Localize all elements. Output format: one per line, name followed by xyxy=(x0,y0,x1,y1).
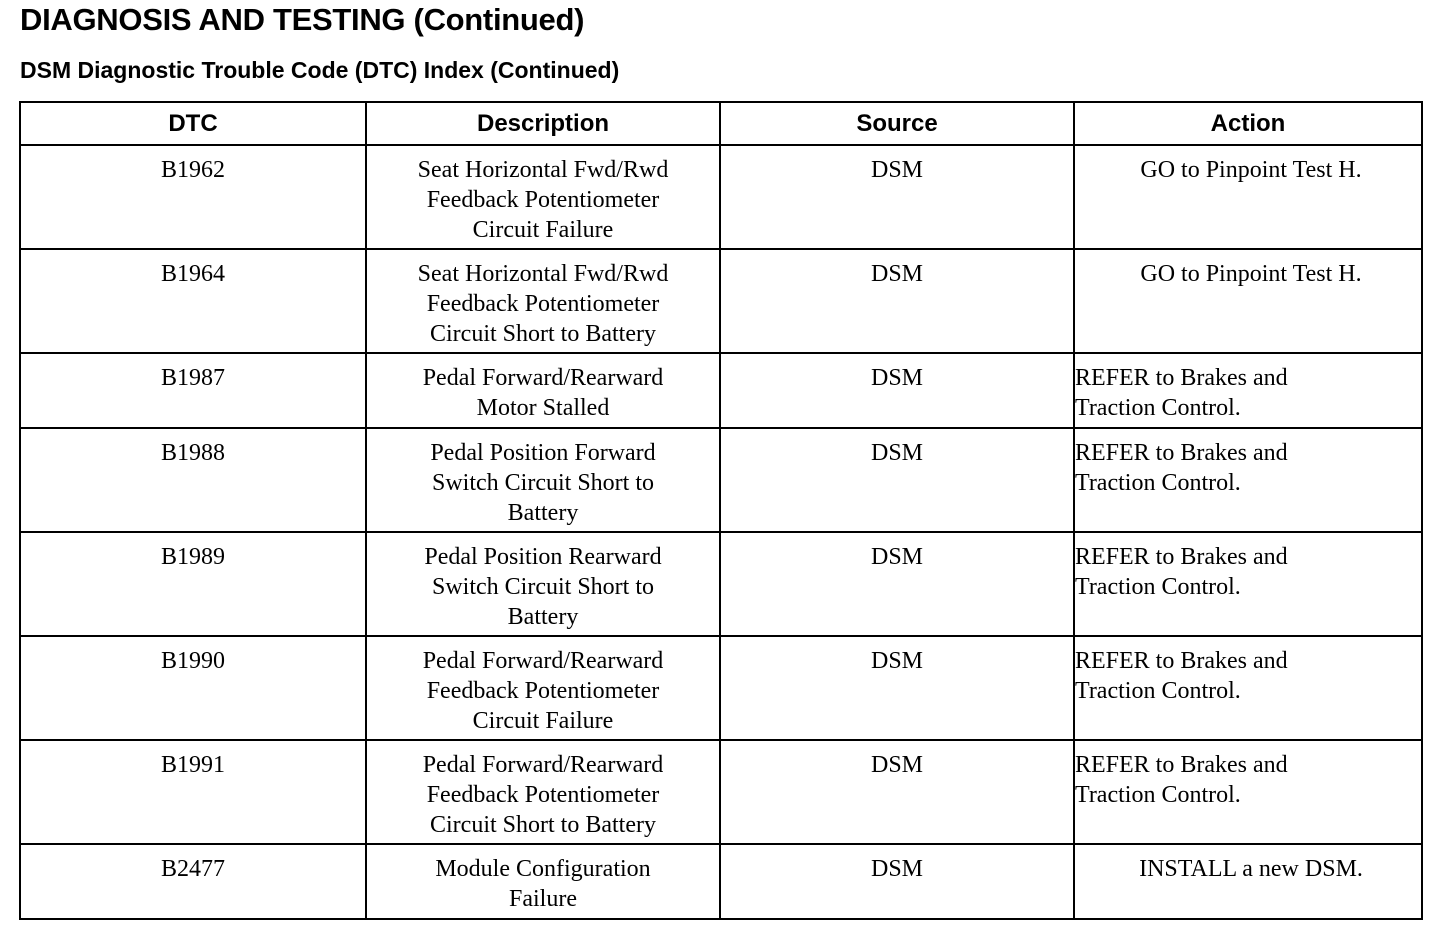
dtc-source: DSM xyxy=(720,353,1074,428)
action-line: REFER to Brakes and xyxy=(1075,648,1288,674)
description-line: Circuit Failure xyxy=(472,708,614,734)
action-line: REFER to Brakes and xyxy=(1075,365,1288,391)
dtc-description xyxy=(366,145,720,249)
table-row xyxy=(20,636,1422,740)
dtc-source: DSM xyxy=(720,428,1074,532)
dtc-code: B1988 xyxy=(20,428,366,532)
header-dtc: DTC xyxy=(20,102,366,145)
dtc-code: B1987 xyxy=(20,353,366,428)
dtc-action xyxy=(1074,740,1422,844)
dtc-source: DSM xyxy=(720,532,1074,636)
action-line: REFER to Brakes and xyxy=(1075,440,1288,466)
action-line: GO to Pinpoint Test H. xyxy=(1140,157,1362,183)
dtc-source: DSM xyxy=(720,636,1074,740)
description-line: Failure xyxy=(509,886,577,912)
dtc-source: DSM xyxy=(720,145,1074,249)
description-line: Circuit Failure xyxy=(472,217,614,243)
description-line: Circuit Short to Battery xyxy=(430,812,656,838)
table-row xyxy=(20,353,1422,428)
header-source: Source xyxy=(720,102,1074,145)
dtc-description xyxy=(366,353,720,428)
dtc-description xyxy=(366,844,720,919)
dtc-code: B1991 xyxy=(20,740,366,844)
dtc-code: B1990 xyxy=(20,636,366,740)
description-line: Battery xyxy=(507,604,579,630)
description-line: Circuit Short to Battery xyxy=(430,321,656,347)
description-line: Pedal Position Rearward xyxy=(424,544,662,570)
table-row xyxy=(20,740,1422,844)
dtc-code: B1962 xyxy=(20,145,366,249)
dtc-action xyxy=(1074,636,1422,740)
dtc-description xyxy=(366,249,720,353)
dtc-description xyxy=(366,428,720,532)
description-line: Battery xyxy=(507,500,579,526)
action-line: REFER to Brakes and xyxy=(1075,544,1288,570)
description-line: Module Configuration xyxy=(435,856,651,882)
action-line: Traction Control. xyxy=(1075,782,1241,808)
description-line: Feedback Potentiometer xyxy=(426,782,660,808)
dtc-index-table xyxy=(19,101,1423,920)
dtc-description xyxy=(366,740,720,844)
description-line: Feedback Potentiometer xyxy=(426,187,660,213)
action-line: INSTALL a new DSM. xyxy=(1139,856,1363,882)
header-action: Action xyxy=(1074,102,1422,145)
description-line: Pedal Forward/Rearward xyxy=(422,752,664,778)
page-title: DIAGNOSIS AND TESTING (Continued) xyxy=(20,2,585,37)
description-line: Seat Horizontal Fwd/Rwd xyxy=(417,261,669,287)
table-body xyxy=(20,145,1422,919)
table-row xyxy=(20,249,1422,353)
dtc-action xyxy=(1074,353,1422,428)
action-line: Traction Control. xyxy=(1075,678,1241,704)
table-row xyxy=(20,428,1422,532)
description-line: Motor Stalled xyxy=(476,395,610,421)
dtc-description xyxy=(366,636,720,740)
action-line: REFER to Brakes and xyxy=(1075,752,1288,778)
description-line: Pedal Forward/Rearward xyxy=(422,365,664,391)
action-line: GO to Pinpoint Test H. xyxy=(1140,261,1362,287)
description-line: Seat Horizontal Fwd/Rwd xyxy=(417,157,669,183)
description-line: Pedal Forward/Rearward xyxy=(422,648,664,674)
table-header-row xyxy=(20,102,1422,145)
dtc-source: DSM xyxy=(720,844,1074,919)
table-row xyxy=(20,145,1422,249)
dtc-action xyxy=(1074,532,1422,636)
dtc-source: DSM xyxy=(720,740,1074,844)
dtc-action xyxy=(1074,428,1422,532)
dtc-code: B2477 xyxy=(20,844,366,919)
header-description: Description xyxy=(366,102,720,145)
action-line: Traction Control. xyxy=(1075,395,1241,421)
dtc-source: DSM xyxy=(720,249,1074,353)
table-row xyxy=(20,532,1422,636)
dtc-action xyxy=(1074,844,1422,919)
description-line: Feedback Potentiometer xyxy=(426,291,660,317)
section-title: DSM Diagnostic Trouble Code (DTC) Index (Continued) xyxy=(20,57,620,83)
dtc-action xyxy=(1074,145,1422,249)
description-line: Switch Circuit Short to xyxy=(432,574,654,600)
description-line: Pedal Position Forward xyxy=(430,440,656,466)
description-line: Switch Circuit Short to xyxy=(432,470,654,496)
dtc-code: B1989 xyxy=(20,532,366,636)
dtc-code: B1964 xyxy=(20,249,366,353)
action-line: Traction Control. xyxy=(1075,574,1241,600)
description-line: Feedback Potentiometer xyxy=(426,678,660,704)
dtc-action xyxy=(1074,249,1422,353)
dtc-description xyxy=(366,532,720,636)
action-line: Traction Control. xyxy=(1075,470,1241,496)
table-row xyxy=(20,844,1422,919)
